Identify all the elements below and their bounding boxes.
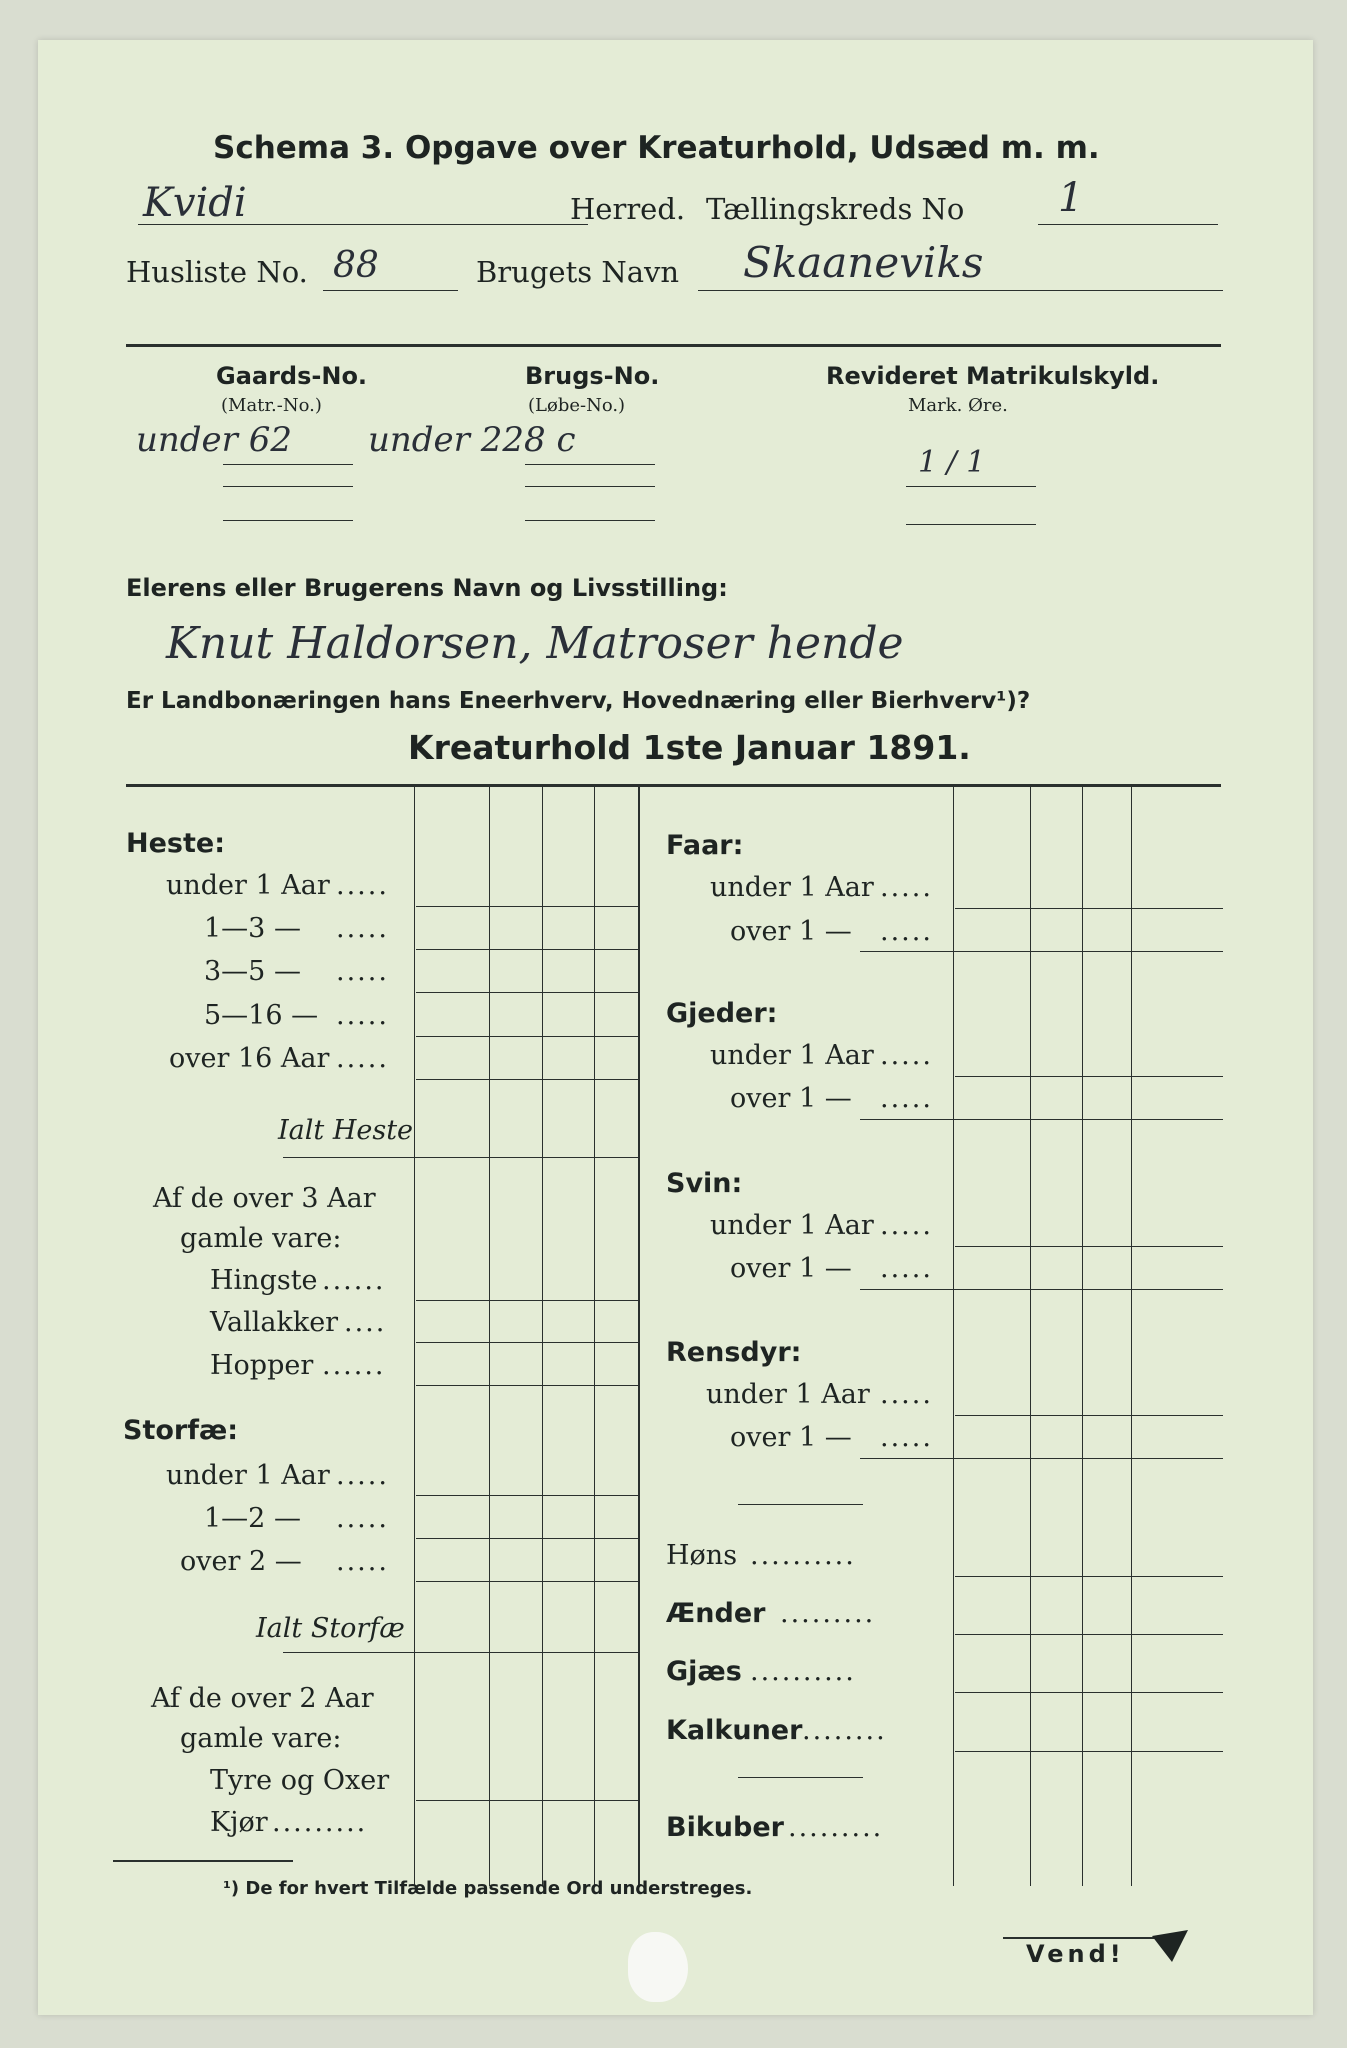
aender: Ænder (666, 1598, 766, 1629)
af-over-2-aar: Af de over 2 Aar (151, 1683, 374, 1714)
brugs-value: under 228 c (368, 420, 576, 460)
vallakker: Vallakker (210, 1307, 339, 1338)
gjeder-over-1: over 1 — (730, 1083, 852, 1114)
husliste-label: Husliste No. (126, 255, 308, 289)
herred-value: Kvidi (143, 180, 247, 226)
form-title: Schema 3. Opgave over Kreaturhold, Udsæd m. m. (213, 130, 1100, 166)
storfae-1-2: 1—2 — (204, 1503, 301, 1534)
hopper: Hopper (210, 1350, 314, 1381)
heste-1-3: 1—3 — (204, 913, 301, 944)
gaards-label: Gaards-No. (216, 362, 368, 390)
svin-heading: Svin: (666, 1168, 743, 1199)
faar-over-1: over 1 — (730, 916, 852, 947)
storfae-under-1: under 1 Aar (166, 1460, 330, 1491)
gaards-value: under 62 (136, 420, 293, 460)
form-sheet: Schema 3. Opgave over Kreaturhold, Udsæd m. m. Kvidi Herred. Tællingskreds No 1 Husliste No. 88 Brugets Navn Skaaneviks Gaards-No. (Matr.-No.) under 62 Brugs-No. (Løbe-No.) under 228 c Revideret Matrikulskyld. Mark. Øre. 1 / 1 Elerens eller Brugerens Navn og Livsstilling: Knut Haldorsen, Matroser hende Er Landbonæringen hans Eneerhverv, Hovednæring eller Bierhverv¹)? Kreaturhold 1ste Januar 1891. Heste: under 1 Aar ..... 1—3 — ..... 3—5 — ..... 5—16 — ..... over 16 Aar ..... Ialt Heste Af de over 3 Aar gamle vare: Hingste ...... Vallakker .... Hopper ...... Storfæ: under 1 Aar ..... 1—2 — ..... over 2 — ..... Ialt Storfæ Af de over 2 Aar gamle vare: Tyre og Oxer Kjør ......... Faar: under 1 Aar ..... over 1 — ..... Gjeder: under 1 Aar ..... over 1 — ..... Svin: under 1 Aar ..... over 1 — ..... Rensdyr: under 1 Aar ..... over 1 — ..... Høns .......... Ænder ......... Gjæs .......... Kalkuner ........ Bikuber ......... ¹) De for hvert Tilfælde passende Ord understreges. Vend! (38, 40, 1313, 2015)
heste-over-16: over 16 Aar (169, 1043, 330, 1074)
heste-under-1: under 1 Aar (166, 870, 330, 901)
taellingskreds-label: Tællingskreds No (706, 192, 965, 226)
tyre-og-oxer: Tyre og Oxer (210, 1765, 390, 1796)
brugs-sub: (Løbe-No.) (528, 395, 626, 416)
gamle-vare-2: gamle vare: (180, 1723, 342, 1754)
gamle-vare-1: gamle vare: (180, 1223, 342, 1254)
rensdyr-over-1: over 1 — (730, 1422, 852, 1453)
matrikul-sub: Mark. Øre. (908, 395, 1008, 416)
af-over-3-aar: Af de over 3 Aar (153, 1183, 376, 1214)
heste-heading: Heste: (126, 828, 225, 859)
herred-label: Herred. (570, 192, 686, 226)
faar-heading: Faar: (666, 830, 744, 861)
owner-label: Elerens eller Brugerens Navn og Livsstilling: (126, 574, 728, 602)
gjaes: Gjæs (666, 1656, 742, 1687)
gaards-sub: (Matr.-No.) (221, 395, 322, 416)
gjeder-under-1: under 1 Aar (710, 1040, 874, 1071)
gjeder-heading: Gjeder: (666, 998, 778, 1029)
brugets-navn-value: Skaaneviks (743, 238, 984, 287)
hons: Høns (666, 1540, 738, 1571)
brugs-label: Brugs-No. (525, 362, 660, 390)
taellingskreds-value: 1 (1058, 175, 1084, 221)
footnote: ¹) De for hvert Tilfælde passende Ord understreges. (223, 1878, 753, 1899)
heste-3-5: 3—5 — (204, 956, 301, 987)
vend-note: Vend! (1026, 1940, 1125, 1968)
occupation-question: Er Landbonæringen hans Eneerhverv, Hovednæring eller Bierhverv¹)? (126, 688, 1031, 714)
brugets-navn-label: Brugets Navn (476, 255, 680, 289)
section-title: Kreaturhold 1ste Januar 1891. (408, 728, 971, 767)
matrikul-value: 1 / 1 (918, 445, 986, 480)
ialt-heste: Ialt Heste (278, 1115, 414, 1146)
paper-tear (628, 1932, 688, 2002)
storfae-over-2: over 2 — (180, 1546, 302, 1577)
svin-over-1: over 1 — (730, 1253, 852, 1284)
owner-value: Knut Haldorsen, Matroser hende (166, 618, 904, 669)
rensdyr-heading: Rensdyr: (666, 1337, 802, 1368)
faar-under-1: under 1 Aar (710, 872, 874, 903)
ialt-storfae: Ialt Storfæ (256, 1613, 405, 1644)
hingste: Hingste (210, 1265, 318, 1296)
matrikul-label: Revideret Matrikulskyld. (826, 362, 1160, 390)
svin-under-1: under 1 Aar (710, 1210, 874, 1241)
kjor: Kjør (210, 1807, 268, 1838)
arrow-icon (1150, 1928, 1190, 1966)
bikuber: Bikuber (666, 1812, 784, 1843)
rensdyr-under-1: under 1 Aar (706, 1379, 870, 1410)
heste-5-16: 5—16 — (204, 1000, 319, 1031)
storfae-heading: Storfæ: (123, 1415, 239, 1446)
kalkuner: Kalkuner (666, 1715, 803, 1746)
husliste-value: 88 (333, 245, 379, 286)
